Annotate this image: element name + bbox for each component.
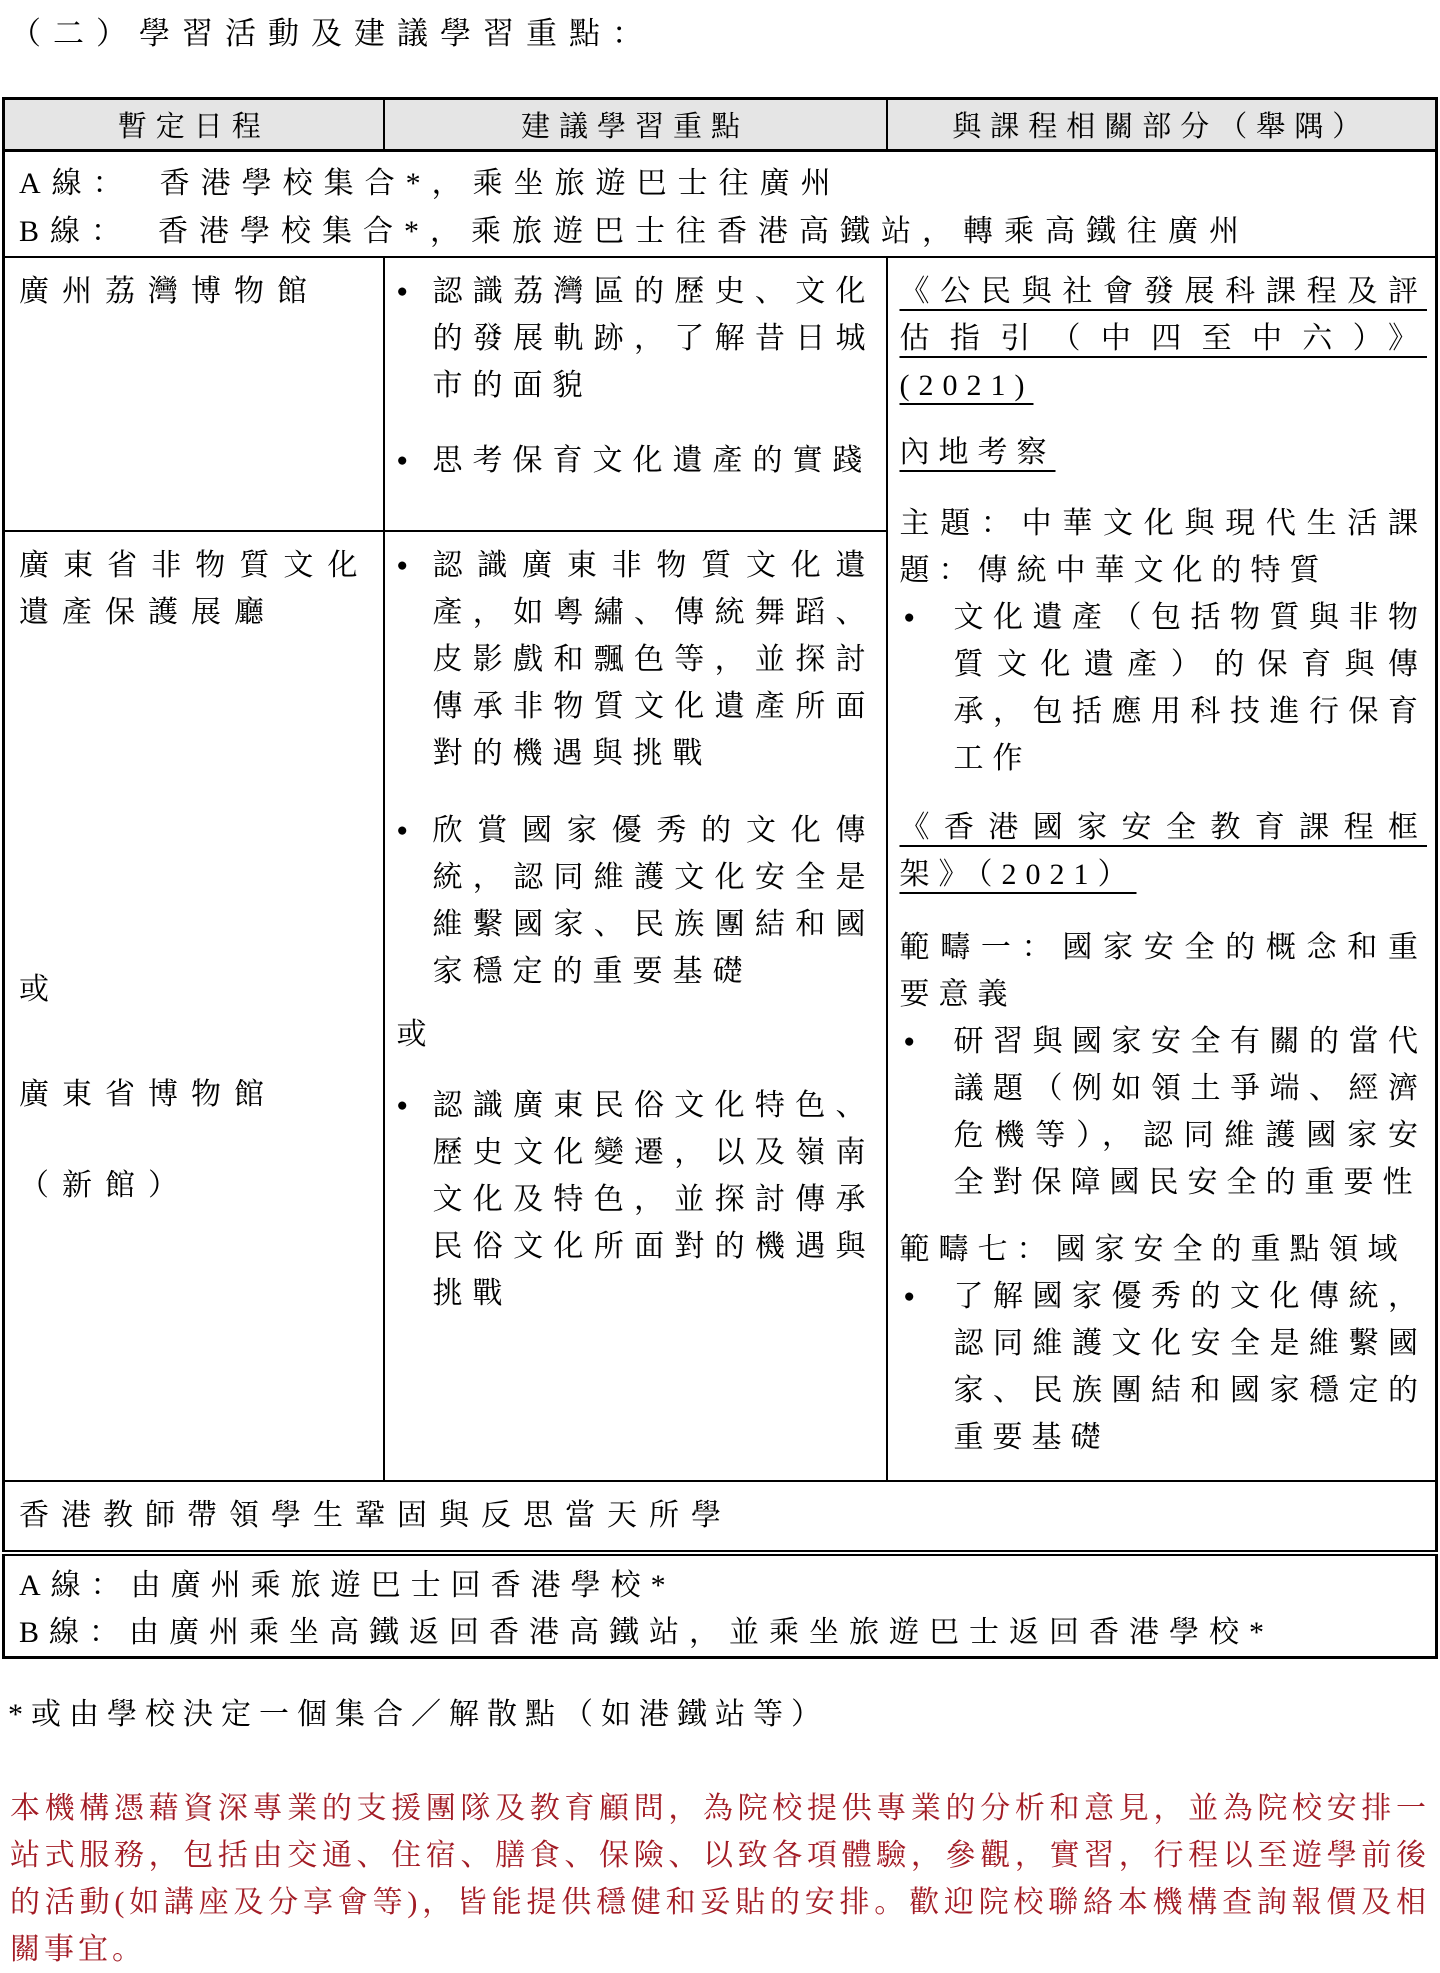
curriculum-doc2-domain7-bullet: 了解國家優秀的文化傳統，認同維護文化安全是維繫國家、民族團結和國家穩定的重要基礎 xyxy=(953,1280,1427,1454)
promo-paragraph: 本機構憑藉資深專業的支援團隊及教育顧問，為院校提供專業的分析和意見，並為院校安排一站式服務，包括由交通、住宿、膳食、保險、以致各項體驗，參觀，實習，行程以至遊學前後的活動(如講座及分享會等)，皆能提供穩健和妥貼的安排。歡迎院校聯絡本機構查詢報價及相關事宜。 xyxy=(10,1792,1430,1966)
header-focus: 建議學習重點 xyxy=(384,99,887,151)
return-line-a: A線：由廣州乘旅遊巴士回香港學校* xyxy=(19,1569,676,1602)
curriculum-doc2-title: 《香港國家安全教育課程框架》（2021） xyxy=(899,811,1427,891)
schedule-liwan-museum: 廣州荔灣博物館 xyxy=(19,275,320,308)
curriculum-cell xyxy=(887,257,1437,1481)
curriculum-doc1-bullet: 文化遺產（包括物質與非物質文化遺產）的保育與傳承，包括應用科技進行保育工作 xyxy=(953,601,1427,775)
depart-line-a: A線： 香港學校集合*，乘坐旅遊巴士往廣州 xyxy=(19,167,842,200)
header-curriculum: 與課程相關部分（舉隅） xyxy=(887,99,1437,151)
table-row-liwan-museum xyxy=(4,257,1437,531)
schedule-heritage-hall: 廣東省非物質文化遺產保護展廳 xyxy=(19,549,371,629)
list-item xyxy=(397,807,876,995)
list-item xyxy=(397,1082,876,1317)
focus-item-text: 欣賞國家優秀的文化傳統，認同維護文化安全是維繫國家、民族團結和國家穩定的重要基礎 xyxy=(432,814,876,988)
curriculum-doc2-domain7: 範疇七：國家安全的重點領域 xyxy=(899,1233,1407,1266)
depart-line-b: B線： 香港學校集合*，乘旅遊巴士往香港高鐵站，轉乘高鐵往廣州 xyxy=(19,215,1251,248)
bullet-icon: ● xyxy=(903,1286,924,1307)
list-item xyxy=(397,268,876,409)
focus-or-label: 或 xyxy=(396,1018,437,1051)
bullet-icon: ● xyxy=(396,555,418,576)
header-schedule: 暫定日程 xyxy=(4,99,384,151)
curriculum-doc1-section-wrap xyxy=(900,429,1428,476)
curriculum-doc2-domain1-bullet: 研習與國家安全有關的當代議題（例如領土爭端、經濟危機等），認同維護國家安全對保障國民安全的重要性 xyxy=(953,1025,1427,1199)
bullet-icon: ● xyxy=(396,281,418,302)
schedule-cell-heritage xyxy=(4,531,384,1481)
bullet-icon: ● xyxy=(903,1031,924,1052)
list-item xyxy=(900,1018,1428,1206)
bullet-icon: ● xyxy=(396,1095,418,1116)
list-item xyxy=(397,542,876,777)
focus-item-text: 思考保育文化遺產的實踐 xyxy=(432,444,873,477)
footnote: *或由學校決定一個集合／解散點（如港鐵站等） xyxy=(8,1698,829,1731)
table-row-return xyxy=(4,1553,1437,1658)
list-item xyxy=(900,594,1428,782)
depart-cell xyxy=(4,151,1437,258)
table-row-depart xyxy=(4,151,1437,258)
schedule-guangdong-museum: 廣東省博物館 xyxy=(19,1078,277,1111)
return-cell xyxy=(4,1553,1437,1658)
curriculum-doc1-theme: 主題：中華文化與現代生活課題：傳統中華文化的特質 xyxy=(899,507,1427,587)
bullet-icon: ● xyxy=(396,450,418,471)
focus-cell-liwan xyxy=(384,257,887,531)
table-header-row xyxy=(4,99,1437,151)
document-page xyxy=(0,8,1440,1966)
schedule-or-label: 或 xyxy=(19,973,62,1006)
consolidate-text: 香港教師帶領學生鞏固與反思當天所學 xyxy=(19,1499,733,1532)
list-item xyxy=(900,1273,1428,1461)
focus-item-text: 認識廣東民俗文化特色、歷史文化變遷，以及嶺南文化及特色，並探討傳承民俗文化所面對的機遇與挑戰 xyxy=(432,1089,876,1310)
list-item xyxy=(397,437,876,484)
return-line-b: B線：由廣州乘坐高鐵返回香港高鐵站，並乘坐旅遊巴士返回香港學校* xyxy=(19,1616,1275,1649)
curriculum-doc1-section: 內地考察 xyxy=(899,436,1056,469)
page-title: （二）學習活動及建議學習重點： xyxy=(10,16,655,51)
bullet-icon: ● xyxy=(396,820,418,841)
focus-item-text: 認識荔灣區的歷史、文化的發展軌跡，了解昔日城市的面貌 xyxy=(432,275,876,402)
bullet-icon: ● xyxy=(903,607,924,628)
curriculum-doc2-domain1: 範疇一：國家安全的概念和重要意義 xyxy=(899,931,1427,1011)
consolidate-cell xyxy=(4,1481,1437,1553)
schedule-cell-liwan xyxy=(4,257,384,531)
focus-cell-heritage xyxy=(384,531,887,1481)
itinerary-table xyxy=(2,97,1438,1659)
table-row-consolidate xyxy=(4,1481,1437,1553)
schedule-guangdong-museum-note: （新館） xyxy=(19,1169,191,1202)
curriculum-doc1-title: 《公民與社會發展科課程及評估指引（中四至中六）》(2021) xyxy=(899,275,1427,402)
focus-item-text: 認識廣東非物質文化遺產，如粵繡、傳統舞蹈、皮影戲和飄色等，並探討傳承非物質文化遺產所面對的機遇與挑戰 xyxy=(432,549,876,770)
